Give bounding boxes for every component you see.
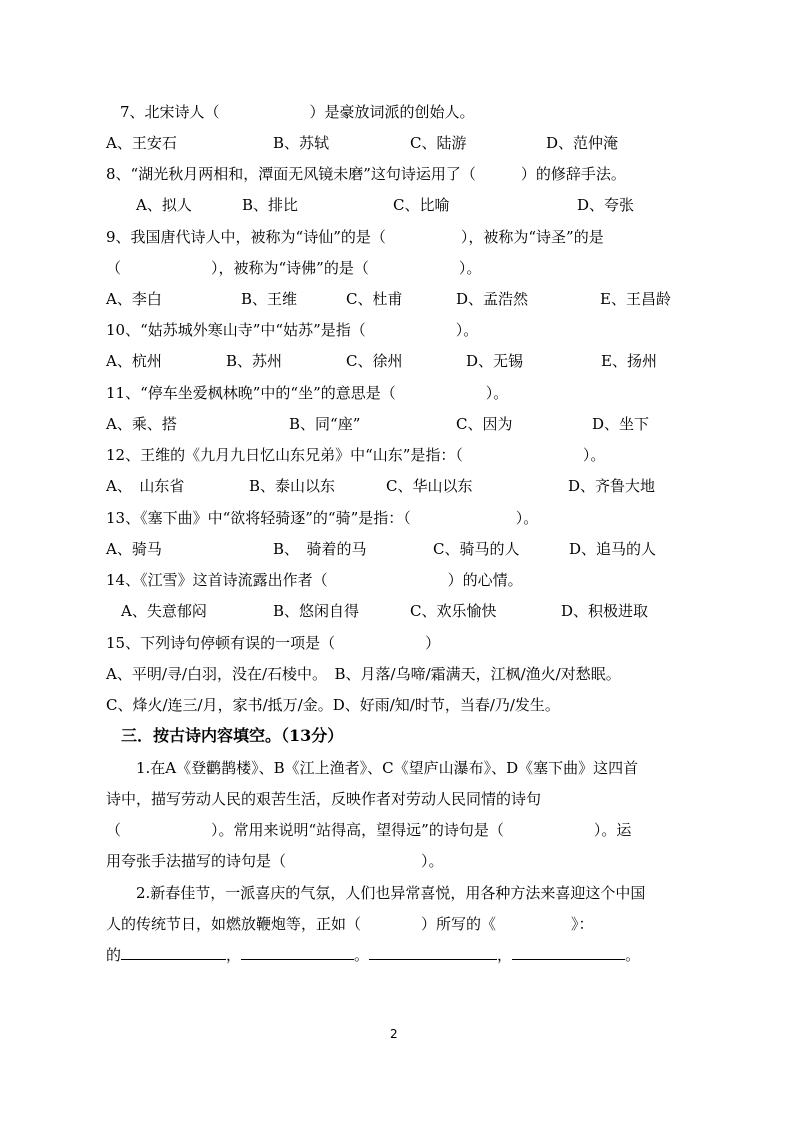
q14-option-c: C、欢乐愉快 — [410, 602, 497, 620]
q15-option-line2: C、烽火/连三/月，家书/抵万/金。D、好雨/知/时节，当春/乃/发生。 — [106, 696, 560, 714]
q9-stem-line2: （ ），被称为“诗佛”的是（ ）。 — [106, 259, 482, 277]
page-number: 2 — [390, 1027, 398, 1041]
q8-option-c: C、比喻 — [393, 196, 450, 214]
s3-p2-line1: 2.新春佳节，一派喜庆的气氛，人们也异常喜悦，用各种方法来喜迎这个中国 — [136, 884, 646, 902]
s3-p2-prefix: 的 — [106, 946, 122, 964]
q8-stem: 8、“湖光秋月两相和，潭面无风镜未磨”这句诗运用了（ ）的修辞手法。 — [106, 165, 626, 183]
q10-option-d: D、无锡 — [466, 352, 524, 370]
s3-p1-line4: 用夸张手法描写的诗句是（ ）。 — [106, 852, 444, 870]
q9-option-a: A、李白 — [106, 290, 162, 308]
s3-p1-line1: 1.在A《登鹳鹊楼》、B《江上渔者》、C《望庐山瀑布》、D《塞下曲》这四首 — [136, 759, 639, 777]
q11-option-d: D、坐下 — [592, 415, 650, 433]
q15-option-line1: A、平明/寻/白羽，没在/石棱中。 B、月落/乌啼/霜满天，江枫/渔火/对愁眠。 — [106, 665, 621, 683]
q12-options — [106, 476, 766, 496]
s3-p2-sep3: ， — [497, 946, 513, 964]
q11-stem: 11、“停车坐爱枫林晚”中的“坐”的意思是（ ）。 — [106, 384, 509, 402]
q9-stem-line1: 9、我国唐代诗人中，被称为“诗仙”的是（ ），被称为“诗圣”的是 — [106, 228, 604, 246]
answer-blank-2[interactable] — [241, 945, 354, 960]
q7-stem: 7、北宋诗人（ ）是豪放词派的创始人。 — [120, 103, 475, 121]
q8-option-a: A、拟人 — [136, 196, 192, 214]
q9-option-c: C、杜甫 — [346, 290, 403, 308]
q12-option-b: B、泰山以东 — [249, 477, 336, 495]
q13-stem: 13、《塞下曲》中“欲将轻骑逐”的“骑”是指：（ ）。 — [106, 509, 539, 527]
q12-option-a: A、 山东省 — [106, 477, 185, 495]
q12-option-d: D、齐鲁大地 — [568, 477, 656, 495]
q9-option-b: B、王维 — [241, 290, 298, 308]
q14-option-a: A、失意郁闷 — [121, 602, 207, 620]
answer-blank-1[interactable] — [121, 945, 226, 960]
q14-option-b: B、悠闲自得 — [273, 602, 360, 620]
q10-option-e: E、扬州 — [601, 352, 657, 370]
q14-options — [121, 601, 766, 621]
q7-option-a: A、王安石 — [106, 134, 177, 152]
q8-option-b: B、排比 — [242, 196, 299, 214]
q13-option-a: A、骑马 — [106, 540, 162, 558]
q10-options — [106, 351, 766, 371]
q7-options — [106, 133, 766, 153]
q13-option-b: B、 骑着的马 — [273, 540, 367, 558]
s3-p1-line2: 诗中，描写劳动人民的艰苦生活，反映作者对劳动人民同情的诗句 — [106, 790, 542, 808]
answer-blank-4[interactable] — [512, 945, 625, 960]
q14-stem: 14、《江雪》这首诗流露出作者（ ）的心情。 — [106, 571, 523, 589]
q11-option-a: A、乘、搭 — [106, 415, 177, 433]
q10-option-a: A、杭州 — [106, 352, 162, 370]
q13-option-d: D、追马的人 — [569, 540, 657, 558]
q11-option-b: B、同“座” — [289, 415, 361, 433]
q8-options — [136, 195, 766, 215]
q10-option-b: B、苏州 — [226, 352, 283, 370]
s3-p2-sep1: ， — [226, 946, 242, 964]
q8-option-d: D、夸张 — [577, 196, 635, 214]
answer-blank-3[interactable] — [369, 945, 497, 960]
q9-options — [106, 289, 766, 309]
q7-option-b: B、苏轼 — [273, 134, 330, 152]
q11-option-c: C、因为 — [456, 415, 513, 433]
q7-option-c: C、陆游 — [410, 134, 467, 152]
q10-stem: 10、“姑苏城外寒山寺”中“姑苏”是指（ ）。 — [106, 321, 479, 339]
s3-p2-end: 。 — [625, 946, 641, 964]
q9-option-d: D、孟浩然 — [456, 290, 529, 308]
s3-p2-line3 — [106, 945, 640, 965]
s3-p2-sep2: 。 — [354, 946, 370, 964]
q7-option-d: D、范仲淹 — [546, 134, 619, 152]
q11-options — [106, 414, 766, 434]
q10-option-c: C、徐州 — [346, 352, 403, 370]
q13-options — [106, 539, 766, 559]
s3-p2-line2: 人的传统节日，如燃放鞭炮等，正如（ ）所写的《 》： — [106, 915, 594, 933]
q15-stem: 15、下列诗句停顿有误的一项是（ ） — [106, 634, 441, 652]
q9-option-e: E、王昌龄 — [600, 290, 671, 308]
q13-option-c: C、骑马的人 — [433, 540, 520, 558]
q14-option-d: D、积极进取 — [561, 602, 649, 620]
section3-heading: 三．按古诗内容填空。（13分） — [121, 726, 344, 745]
s3-p1-line3: （ ）。常用来说明“站得高，望得远”的诗句是（ ）。运 — [106, 821, 632, 839]
q12-option-c: C、华山以东 — [386, 477, 473, 495]
q12-stem: 12、王维的《九月九日忆山东兄弟》中“山东”是指：（ ）。 — [106, 446, 606, 464]
